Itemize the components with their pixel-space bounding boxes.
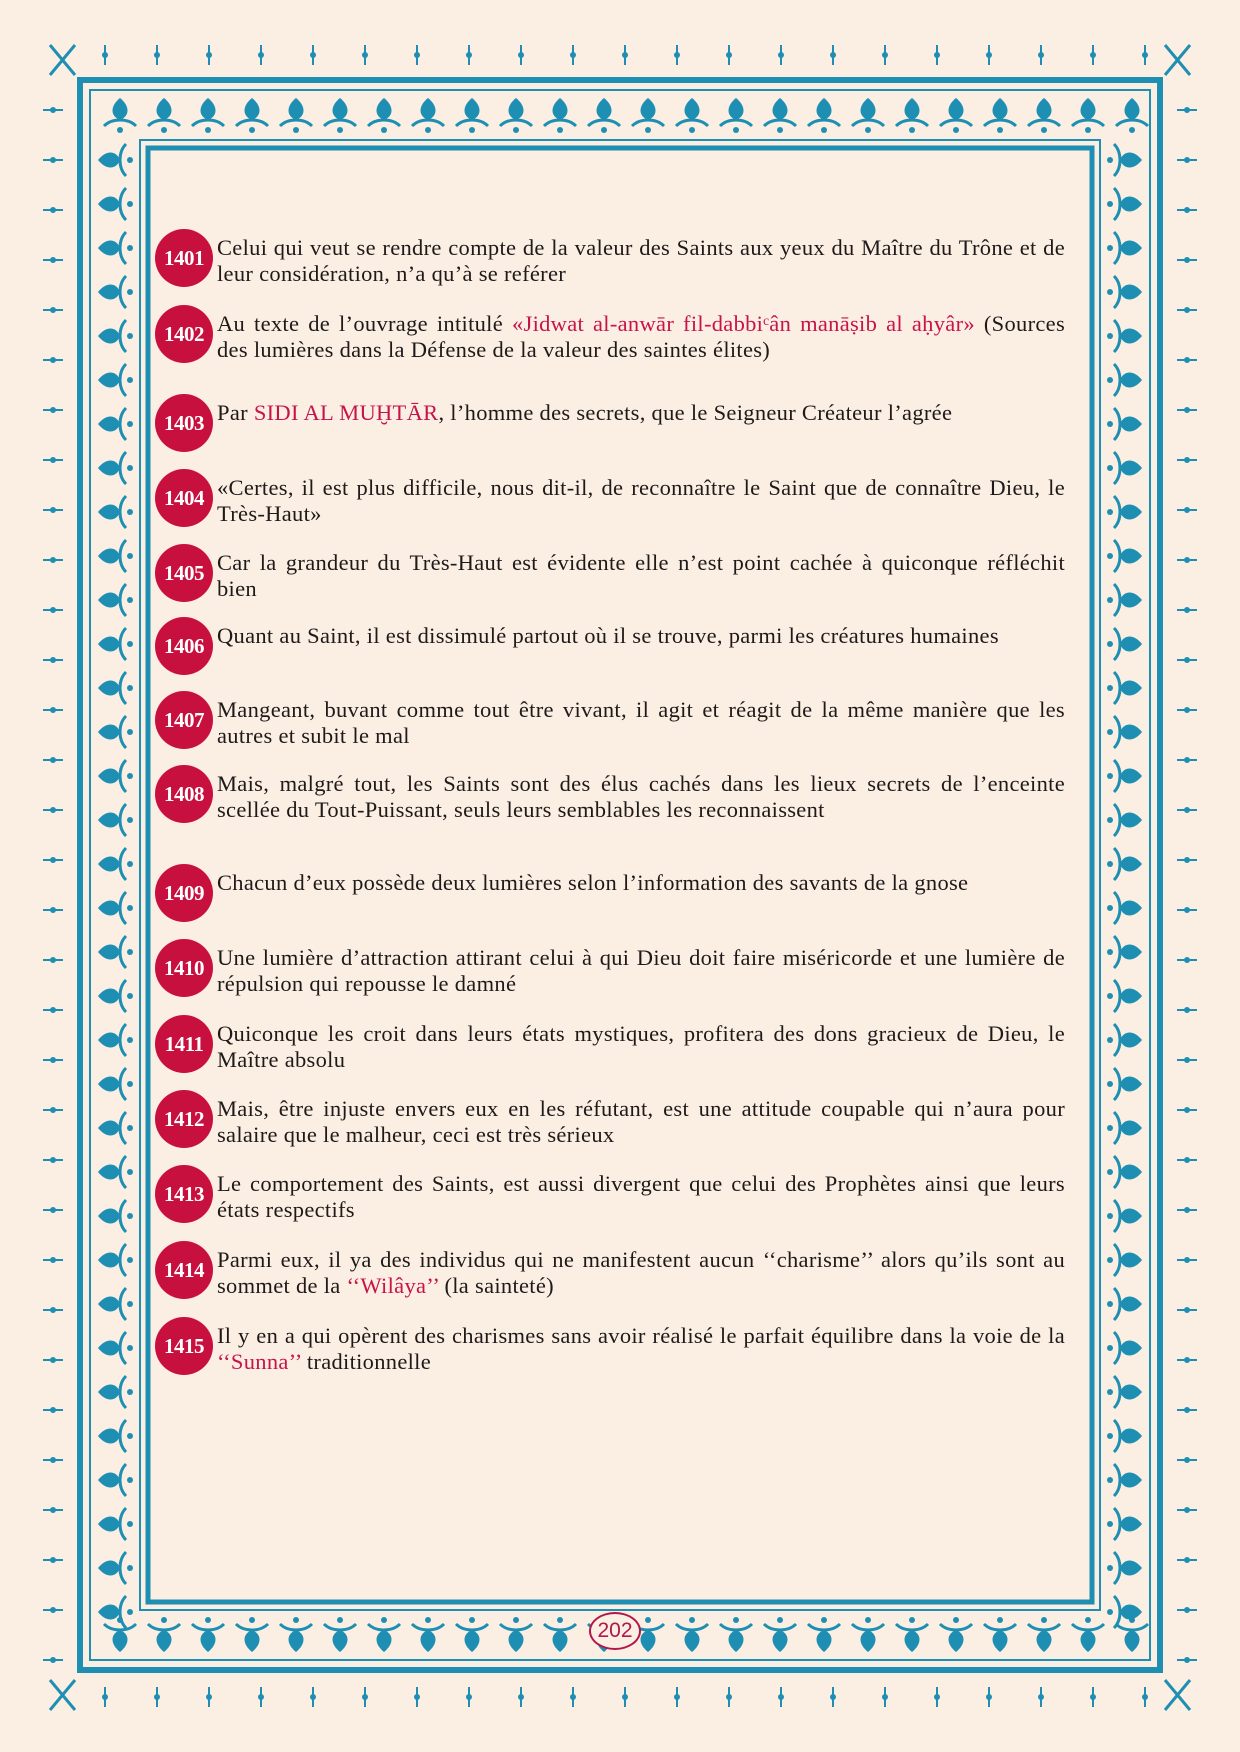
highlighted-term: «Jidwat al-anwār fil-dabbiᶜân manāṣib al aḥyâr» [511, 311, 975, 336]
verse-text-segment: , l’homme des secrets, que le Seigneur Créateur l’agrée [438, 400, 953, 425]
verse-number-badge: 1415 [155, 1317, 213, 1375]
verse-text-segment: Mangeant, buvant comme tout être vivant, il agit et réagit de la même manière que les autres et subit le mal [217, 697, 1065, 748]
verse-text [217, 771, 1065, 823]
verse-text-segment: Parmi eux, il ya des individus qui ne manifestent aucun ‘‘charisme’’ alors qu’ils sont au sommet de la [217, 1247, 1065, 1298]
verse-number-badge: 1410 [155, 939, 213, 997]
page-number: 202 [589, 1612, 641, 1650]
verse-text [217, 1247, 1065, 1299]
verse-text [217, 550, 1065, 602]
verse-text [217, 1323, 1065, 1375]
verse-text [217, 697, 1065, 749]
verse-text [217, 870, 1065, 896]
verse-text-segment: «Certes, il est plus difficile, nous dit-il, de reconnaître le Saint que de connaître Dieu, le Très-Haut» [217, 475, 1065, 526]
verse-number-badge: 1405 [155, 544, 213, 602]
verse-text-segment: Quiconque les croit dans leurs états mystiques, profitera des dons gracieux de Dieu, le Maître absolu [217, 1021, 1065, 1072]
verse-number-badge: 1408 [155, 765, 213, 823]
verse-text-segment: Il y en a qui opèrent des charismes sans avoir réalisé le parfait équilibre dans la voie de la [217, 1323, 1065, 1348]
verse-text [217, 400, 1065, 426]
verse-number-badge: 1406 [155, 617, 213, 675]
verse-text-segment: (Sources des lumières dans la Défense de la valeur des saintes élites) [217, 311, 1065, 362]
verse-text-segment: Mais, être injuste envers eux en les réfutant, est une attitude coupable qui n’aura pour salaire que le malheur, ceci est très sérieux [217, 1096, 1065, 1147]
verse-text-segment: Le comportement des Saints, est aussi divergent que celui des Prophètes ainsi que leurs états respectifs [217, 1171, 1065, 1222]
verse-text [217, 1171, 1065, 1223]
verse-text-segment: Mais, malgré tout, les Saints sont des élus cachés dans les lieux secrets de l’enceinte scellée du Tout-Puissant, seuls leurs semblables les reconnaissent [217, 771, 1065, 822]
verse-number-badge: 1412 [155, 1090, 213, 1148]
verse-number-badge: 1402 [155, 305, 213, 363]
verse-text-segment: (la sainteté) [438, 1273, 554, 1298]
verse-number-badge: 1407 [155, 691, 213, 749]
verse-text-segment: Par [217, 400, 254, 425]
verse-text [217, 311, 1065, 363]
verse-number-badge: 1404 [155, 469, 213, 527]
verse-text-segment: Chacun d’eux possède deux lumières selon l’information des savants de la gnose [217, 870, 969, 895]
verse-text [217, 1021, 1065, 1073]
verse-number-badge: 1403 [155, 394, 213, 452]
verse-number-badge: 1414 [155, 1241, 213, 1299]
verse-text-segment: Quant au Saint, il est dissimulé partout où il se trouve, parmi les créatures humaines [217, 623, 999, 648]
highlighted-term: SIDI AL MUḪTĀR [253, 400, 439, 425]
verse-number-badge: 1411 [155, 1015, 213, 1073]
verse-text-segment: Car la grandeur du Très-Haut est évidente elle n’est point cachée à quiconque réfléchit bien [217, 550, 1065, 601]
verse-number-badge: 1409 [155, 864, 213, 922]
verse-text [217, 945, 1065, 997]
verse-text-segment: traditionnelle [300, 1349, 432, 1374]
verse-list [155, 235, 1065, 1555]
verse-number-badge: 1401 [155, 229, 213, 287]
verse-text [217, 1096, 1065, 1148]
verse-text [217, 475, 1065, 527]
verse-text-segment: Celui qui veut se rendre compte de la valeur des Saints aux yeux du Maître du Trône et de leur considération, n’a qu’à se reférer [217, 235, 1065, 286]
verse-text-segment: Une lumière d’attraction attirant celui à qui Dieu doit faire miséricorde et une lumière de répulsion qui repousse le damné [217, 945, 1065, 996]
highlighted-term: ‘‘Sunna’’ [217, 1349, 301, 1374]
verse-text [217, 235, 1065, 287]
verse-text [217, 623, 1065, 649]
highlighted-term: ‘‘Wilâya’’ [346, 1273, 439, 1298]
verse-number-badge: 1413 [155, 1165, 213, 1223]
verse-text-segment: Au texte de l’ouvrage intitulé [217, 311, 512, 336]
